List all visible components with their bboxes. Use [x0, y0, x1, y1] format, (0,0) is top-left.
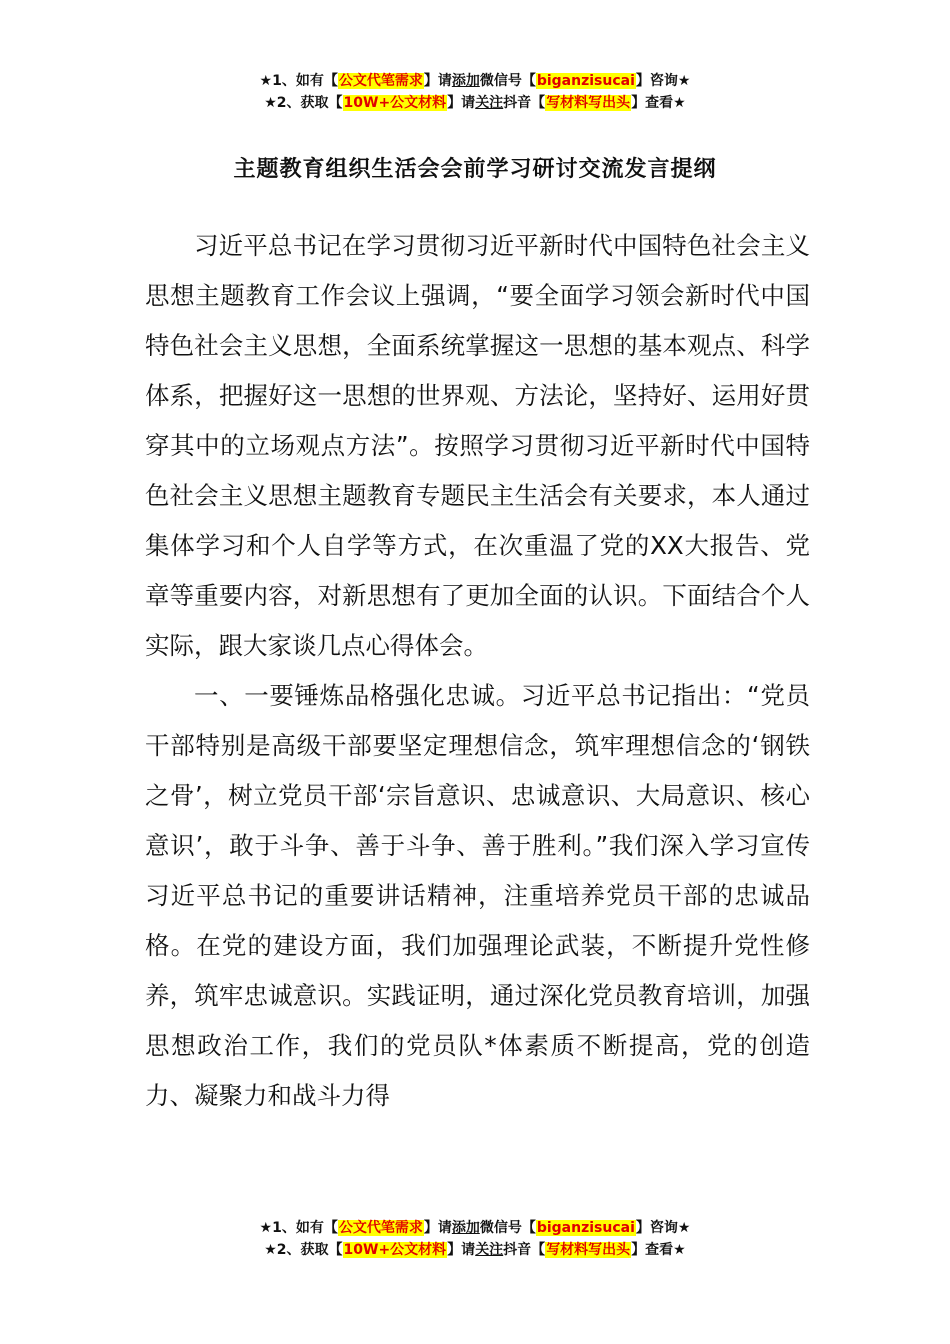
banner-text: 微信号【	[479, 1220, 536, 1236]
banner-text: 抖音【	[503, 1242, 546, 1258]
banner-text: 】咨询★	[635, 73, 691, 89]
highlight-douyin-id: 写材料写出头	[546, 1242, 631, 1258]
highlight-douyin-id: 写材料写出头	[546, 95, 631, 111]
banner-text: 微信号【	[479, 73, 536, 89]
highlight-materials: 10W+公文材料	[343, 95, 447, 111]
banner-text: 】请	[423, 73, 452, 89]
highlight-wechat-id: biganzisucai	[536, 73, 635, 89]
banner-line-1	[0, 1217, 950, 1239]
banner-text: ★1、如有【	[259, 73, 338, 89]
highlight-wechat-id: biganzisucai	[536, 1220, 635, 1236]
banner-text: 】请	[447, 95, 476, 111]
banner-text: 】查看★	[631, 1242, 686, 1258]
paragraph-intro: 习近平总书记在学习贯彻习近平新时代中国特色社会主义思想主题教育工作会议上强调，“要全面学习领会新时代中国特色社会主义思想，全面系统掌握这一思想的基本观点、科学体系，把握好这一思想的世界观、方法论，坚持好、运用好贯穿其中的立场观点方法”。按照学习贯彻习近平新时代中国特色社会主义思想主题教育专题民主生活会有关要求，本人通过集体学习和个人自学等方式，在次重温了党的XX大报告、党章等重要内容，对新思想有了更加全面的认识。下面结合个人实际，跟大家谈几点心得体会。	[145, 231, 810, 660]
banner-text: 】咨询★	[635, 1220, 691, 1236]
banner-text: ★2、获取【	[264, 95, 343, 111]
banner-text: 】查看★	[631, 95, 686, 111]
highlight-service: 公文代笔需求	[338, 1220, 423, 1236]
document-body	[145, 221, 810, 1121]
paragraph-section-1: 一、一要锤炼品格强化忠诚。习近平总书记指出：“党员干部特别是高级干部要坚定理想信念，筑牢理想信念的‘钢铁之骨’，树立党员干部‘宗旨意识、忠诚意识、大局意识、核心意识’，敢于斗争、善于斗争、善于胜利。”我们深入学习宣传习近平总书记的重要讲话精神，注重培养党员干部的忠诚品格。在党的建设方面，我们加强理论武装，不断提升党性修养，筑牢忠诚意识。实践证明，通过深化党员教育培训，加强思想政治工作，我们的党员队*体素质不断提高，党的创造力、凝聚力和战斗力得	[145, 681, 810, 1110]
banner-underlined-text: 添加	[451, 1220, 480, 1236]
banner-text: ★2、获取【	[264, 1242, 343, 1258]
document-title: 主题教育组织生活会会前学习研讨交流发言提纲	[233, 157, 717, 182]
banner-underlined-text: 添加	[451, 73, 480, 89]
banner-text: 抖音【	[503, 95, 546, 111]
banner-line-2	[0, 1239, 950, 1261]
highlight-service: 公文代笔需求	[338, 73, 423, 89]
banner-text: ★1、如有【	[259, 1220, 338, 1236]
banner-line-2	[0, 92, 950, 114]
banner-line-1	[0, 70, 950, 92]
banner-text: 】请	[447, 1242, 476, 1258]
highlight-materials: 10W+公文材料	[343, 1242, 447, 1258]
header-banner	[0, 70, 950, 114]
banner-underlined-text: 关注	[475, 1242, 504, 1258]
footer-banner	[0, 1217, 950, 1261]
banner-underlined-text: 关注	[475, 95, 504, 111]
banner-text: 】请	[423, 1220, 452, 1236]
